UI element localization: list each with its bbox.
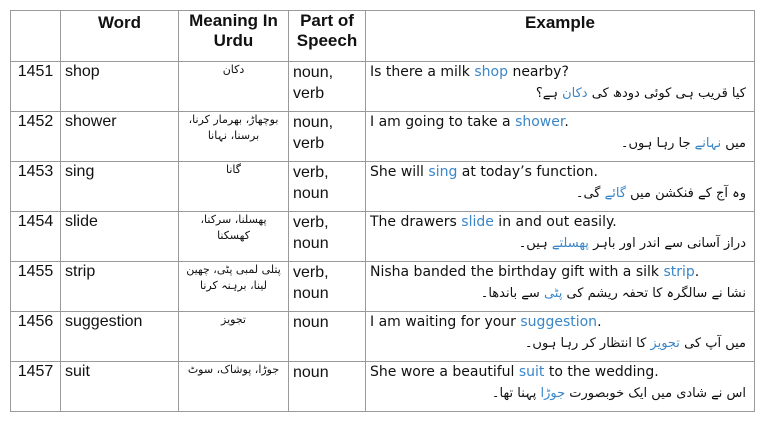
urdu-example <box>370 83 750 104</box>
english-example <box>370 112 750 133</box>
english-example-end: at today’s function. <box>457 164 598 180</box>
entry-word: suit <box>61 362 179 412</box>
urdu-example-start: کیا قریب ہی کوئی دودھ کی <box>587 86 746 101</box>
header-meaning: Meaning In Urdu <box>179 11 289 62</box>
english-example-start: The drawers <box>370 214 462 230</box>
part-of-speech-line-1: noun <box>293 314 329 331</box>
english-example-highlight: slide <box>461 214 494 230</box>
urdu-example-start: میں آپ کی <box>679 336 746 351</box>
english-example-end: nearby? <box>508 64 569 80</box>
header-part-of-speech: Part of Speech <box>289 11 366 62</box>
urdu-meaning: پتلی لمبی پٹی، چھین لینا، برہنہ کرنا <box>179 262 289 312</box>
header-example: Example <box>366 11 755 62</box>
entry-number: 1453 <box>11 162 61 212</box>
urdu-example-highlight: پھسلتے <box>551 236 589 251</box>
part-of-speech-line-2: noun <box>293 285 329 302</box>
part-of-speech <box>289 262 366 312</box>
english-example-start: Is there a milk <box>370 64 475 80</box>
urdu-meaning: دکان <box>179 62 289 112</box>
entry-word: suggestion <box>61 312 179 362</box>
urdu-meaning: پھسلنا، سرکنا، کھسکنا <box>179 212 289 262</box>
part-of-speech-line-1: verb, <box>293 214 329 231</box>
english-example <box>370 62 750 83</box>
english-example <box>370 212 750 233</box>
table-row <box>11 62 755 112</box>
example-cell <box>366 262 755 312</box>
part-of-speech-line-2: noun <box>293 185 329 202</box>
part-of-speech-line-2: noun <box>293 235 329 252</box>
english-example-end: . <box>694 264 700 280</box>
part-of-speech <box>289 62 366 112</box>
english-example-highlight: strip <box>663 264 695 280</box>
urdu-example-end: گی۔ <box>575 186 605 201</box>
english-example-highlight: sing <box>428 164 458 180</box>
english-example <box>370 162 750 183</box>
urdu-example-end: کا انتظار کر رہا ہوں۔ <box>524 336 651 351</box>
urdu-example-end: سے باندھا۔ <box>480 286 544 301</box>
english-example <box>370 262 750 283</box>
part-of-speech <box>289 162 366 212</box>
urdu-example-start: وہ آج کے فنکشن میں <box>626 186 746 201</box>
entry-number: 1452 <box>11 112 61 162</box>
english-example-start: She wore a beautiful <box>370 364 519 380</box>
english-example-highlight: suggestion <box>520 314 598 330</box>
english-example <box>370 312 750 333</box>
urdu-example-highlight: تجویز <box>650 336 680 351</box>
urdu-example <box>370 183 750 204</box>
urdu-example <box>370 283 750 304</box>
english-example-start: I am going to take a <box>370 114 516 130</box>
urdu-example-start: دراز آسانی سے اندر اور باہر <box>588 236 746 251</box>
entry-number: 1454 <box>11 212 61 262</box>
part-of-speech <box>289 112 366 162</box>
english-example-start: I am waiting for your <box>370 314 521 330</box>
urdu-example-end: ہے؟ <box>535 86 563 101</box>
example-cell <box>366 212 755 262</box>
entry-number: 1451 <box>11 62 61 112</box>
table-row <box>11 312 755 362</box>
part-of-speech <box>289 212 366 262</box>
table-row <box>11 212 755 262</box>
part-of-speech-line-1: noun, <box>293 114 334 131</box>
english-example-end: to the wedding. <box>544 364 659 380</box>
urdu-meaning: گانا <box>179 162 289 212</box>
table-row <box>11 262 755 312</box>
example-cell <box>366 112 755 162</box>
english-example-end: in and out easily. <box>493 214 617 230</box>
header-number <box>11 11 61 62</box>
urdu-example <box>370 133 750 154</box>
urdu-example-highlight: گائے <box>604 186 627 201</box>
example-cell <box>366 362 755 412</box>
part-of-speech-line-1: noun <box>293 364 329 381</box>
part-of-speech-line-1: noun, <box>293 64 334 81</box>
urdu-example-start: اس نے شادی میں ایک خوبصورت <box>565 386 746 401</box>
urdu-example-highlight: پٹی <box>543 286 563 301</box>
part-of-speech <box>289 312 366 362</box>
urdu-example <box>370 333 750 354</box>
entry-number: 1455 <box>11 262 61 312</box>
urdu-example-highlight: جوڑا <box>540 386 566 401</box>
header-row <box>11 11 755 62</box>
english-example-end: . <box>597 314 602 330</box>
table-row <box>11 162 755 212</box>
urdu-example-end: جا رہا ہوں۔ <box>620 136 695 151</box>
urdu-meaning: جوڑا، پوشاک، سوٹ <box>179 362 289 412</box>
urdu-example-highlight: نہانے <box>694 136 722 151</box>
entry-word: sing <box>61 162 179 212</box>
english-example-highlight: shower <box>515 114 565 130</box>
urdu-example-start: میں <box>721 136 746 151</box>
header-word: Word <box>61 11 179 62</box>
urdu-example-start: نشا نے سالگرہ کا تحفہ ریشم کی <box>562 286 746 301</box>
urdu-meaning: تجویز <box>179 312 289 362</box>
part-of-speech-line-2: verb <box>293 85 325 102</box>
english-example-start: She will <box>370 164 429 180</box>
example-cell <box>366 312 755 362</box>
entry-word: shower <box>61 112 179 162</box>
vocabulary-table <box>10 10 755 412</box>
table-row <box>11 112 755 162</box>
part-of-speech <box>289 362 366 412</box>
example-cell <box>366 62 755 112</box>
part-of-speech-line-2: verb <box>293 135 325 152</box>
urdu-example <box>370 233 750 254</box>
entry-word: strip <box>61 262 179 312</box>
urdu-example-end: پہنا تھا۔ <box>491 386 541 401</box>
entry-word: slide <box>61 212 179 262</box>
urdu-example-highlight: دکان <box>562 86 588 101</box>
table-row <box>11 362 755 412</box>
urdu-example-end: ہیں۔ <box>518 236 552 251</box>
english-example-end: . <box>564 114 569 130</box>
english-example-start: Nisha banded the birthday gift with a silk <box>370 264 664 280</box>
part-of-speech-line-1: verb, <box>293 164 329 181</box>
english-example-highlight: shop <box>474 64 508 80</box>
english-example-highlight: suit <box>518 364 545 380</box>
entry-number: 1456 <box>11 312 61 362</box>
entry-number: 1457 <box>11 362 61 412</box>
entry-word: shop <box>61 62 179 112</box>
english-example <box>370 362 750 383</box>
urdu-example <box>370 383 750 404</box>
urdu-meaning: بوچھاڑ، بھرمار کرنا، برسنا، نہانا <box>179 112 289 162</box>
part-of-speech-line-1: verb, <box>293 264 329 281</box>
example-cell <box>366 162 755 212</box>
